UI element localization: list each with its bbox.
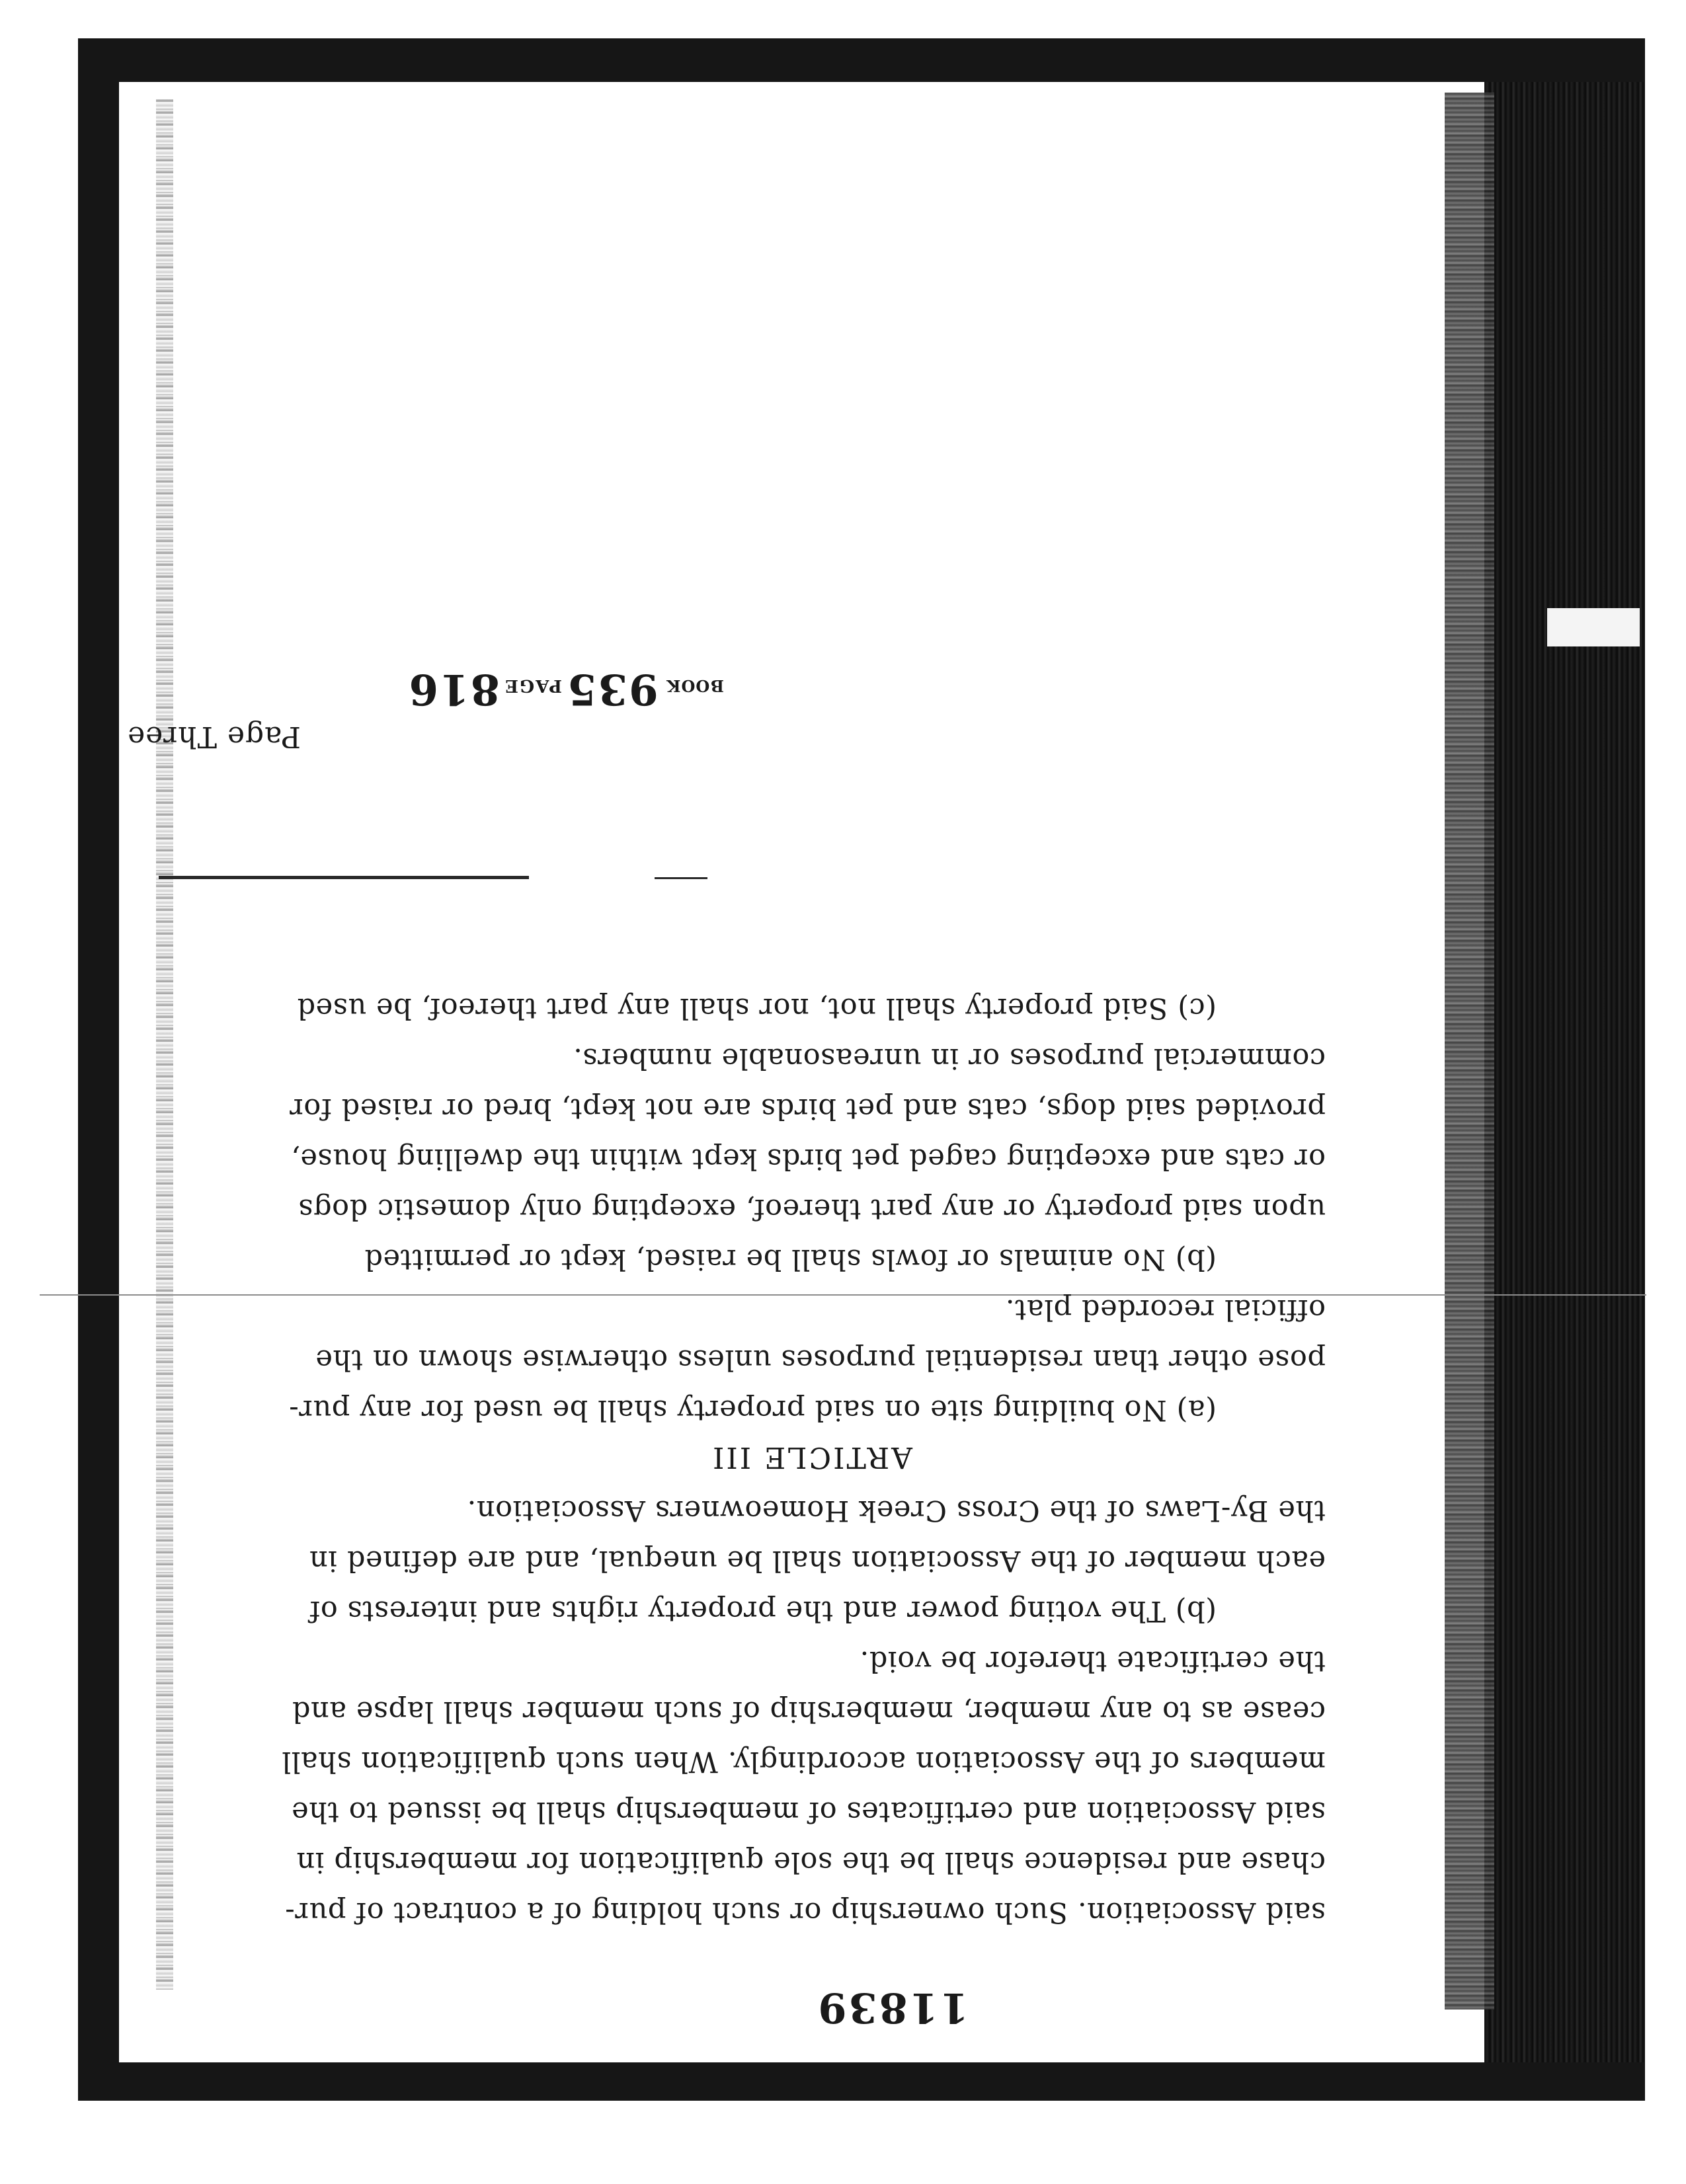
page-prefix: PAGE <box>504 676 562 696</box>
body-line: chase and residence shall be the sole qualification for membership in <box>296 1846 1326 1879</box>
divider-dash <box>655 877 707 879</box>
body-line: said Association. Such ownership or such holding of a contract of pur- <box>284 1896 1326 1929</box>
page-number: 816 <box>407 664 501 714</box>
article-line: upon said property or any part thereof, excepting only domestic dogs <box>298 1192 1326 1226</box>
article-line: official recorded plat. <box>1005 1293 1326 1326</box>
body-line: members of the Association accordingly. When such qualification shall <box>281 1745 1326 1778</box>
article-line: or cats and excepting caged pet birds kept within the dwelling house, <box>290 1142 1326 1175</box>
article-line: provided said dogs, cats and pet birds are not kept, bred or raised for <box>289 1092 1326 1125</box>
divider-rule <box>159 876 529 879</box>
article-line: commercial purposes or in unreasonable numbers. <box>573 1042 1326 1075</box>
book-prefix: BOOK <box>666 676 724 695</box>
body-line: cease as to any member, membership of such member shall lapse and <box>292 1695 1326 1728</box>
divider-dash <box>430 877 443 879</box>
document-number: 11839 <box>816 1984 969 2032</box>
body-line: the By-Laws of the Cross Creek Homeowners Association. <box>467 1494 1326 1527</box>
body-line: each member of the Association shall be unequal, and are defined in <box>309 1544 1326 1577</box>
article-line: pose other than residential purposes unless otherwise shown on the <box>315 1343 1326 1376</box>
book-number: 935 <box>566 664 659 714</box>
body-line: the certificate therefor be void. <box>859 1645 1326 1678</box>
article-heading: ARTICLE III <box>711 1440 912 1474</box>
article-line: (b) No animals or fowls shall be raised, kept or permitted <box>364 1243 1217 1276</box>
book-page-reference <box>408 664 724 714</box>
article-line: (a) No building site on said property shall be used for any pur- <box>288 1393 1217 1426</box>
page-label: Page Three <box>127 720 301 754</box>
article-line: (c) Said property shall not, nor shall any part thereof, be used <box>297 992 1217 1025</box>
body-line: (b) The voting power and the property rights and interests of <box>309 1594 1217 1627</box>
body-line: said Association and certificates of membership shall be issued to the <box>291 1795 1326 1828</box>
